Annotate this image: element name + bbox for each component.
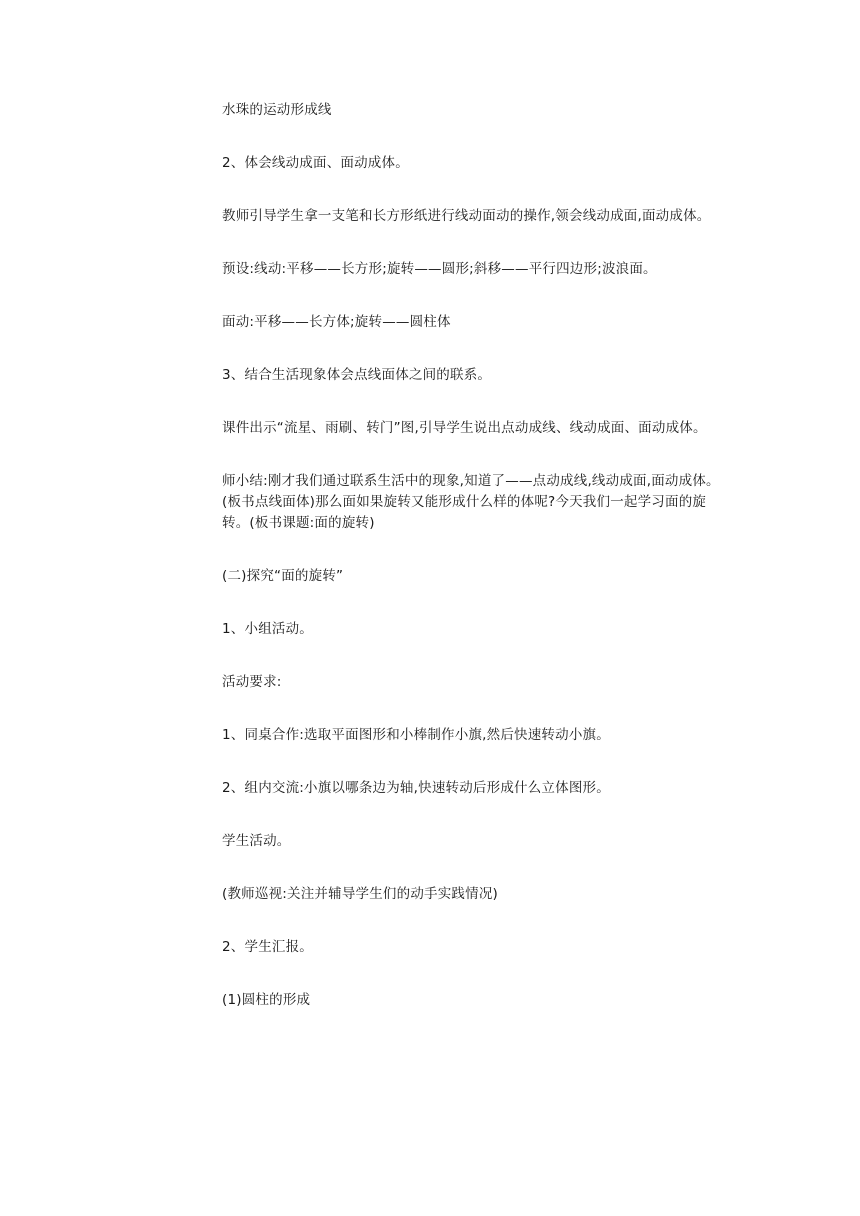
paragraph: 活动要求: — [222, 674, 282, 690]
paragraph: 教师引导学生拿一支笔和长方形纸进行线动面动的操作,领会线动成面,面动成体。 — [222, 208, 711, 224]
paragraph: 3、结合生活现象体会点线面体之间的联系。 — [222, 367, 492, 383]
document-body — [222, 100, 727, 1043]
paragraph: 1、小组活动。 — [222, 621, 313, 637]
paragraph: 面动:平移——长方体;旋转——圆柱体 — [222, 314, 451, 330]
paragraph: 预设:线动:平移——长方形;旋转——圆形;斜移——平行四边形;波浪面。 — [222, 261, 657, 277]
paragraph: 水珠的运动形成线 — [222, 102, 332, 118]
paragraph: 1、同桌合作:选取平面图形和小棒制作小旗,然后快速转动小旗。 — [222, 727, 610, 743]
paragraph: 2、学生汇报。 — [222, 939, 313, 955]
paragraph: 课件出示“流星、雨刷、转门”图,引导学生说出点动成线、线动成面、面动成体。 — [222, 420, 707, 436]
paragraph: 师小结:刚才我们通过联系生活中的现象,知道了——点动成线,线动成面,面动成体。(板书点线面体)那么面如果旋转又能形成什么样的体呢?今天我们一起学习面的旋转。(板书课题:面的旋转) — [222, 473, 720, 531]
paragraph: (教师巡视:关注并辅导学生们的动手实践情况) — [222, 886, 498, 902]
paragraph: 2、组内交流:小旗以哪条边为轴,快速转动后形成什么立体图形。 — [222, 780, 610, 796]
paragraph: (二)探究“面的旋转” — [222, 568, 344, 584]
paragraph: 2、体会线动成面、面动成体。 — [222, 155, 409, 171]
paragraph: (1)圆柱的形成 — [222, 992, 311, 1008]
paragraph: 学生活动。 — [222, 833, 291, 849]
